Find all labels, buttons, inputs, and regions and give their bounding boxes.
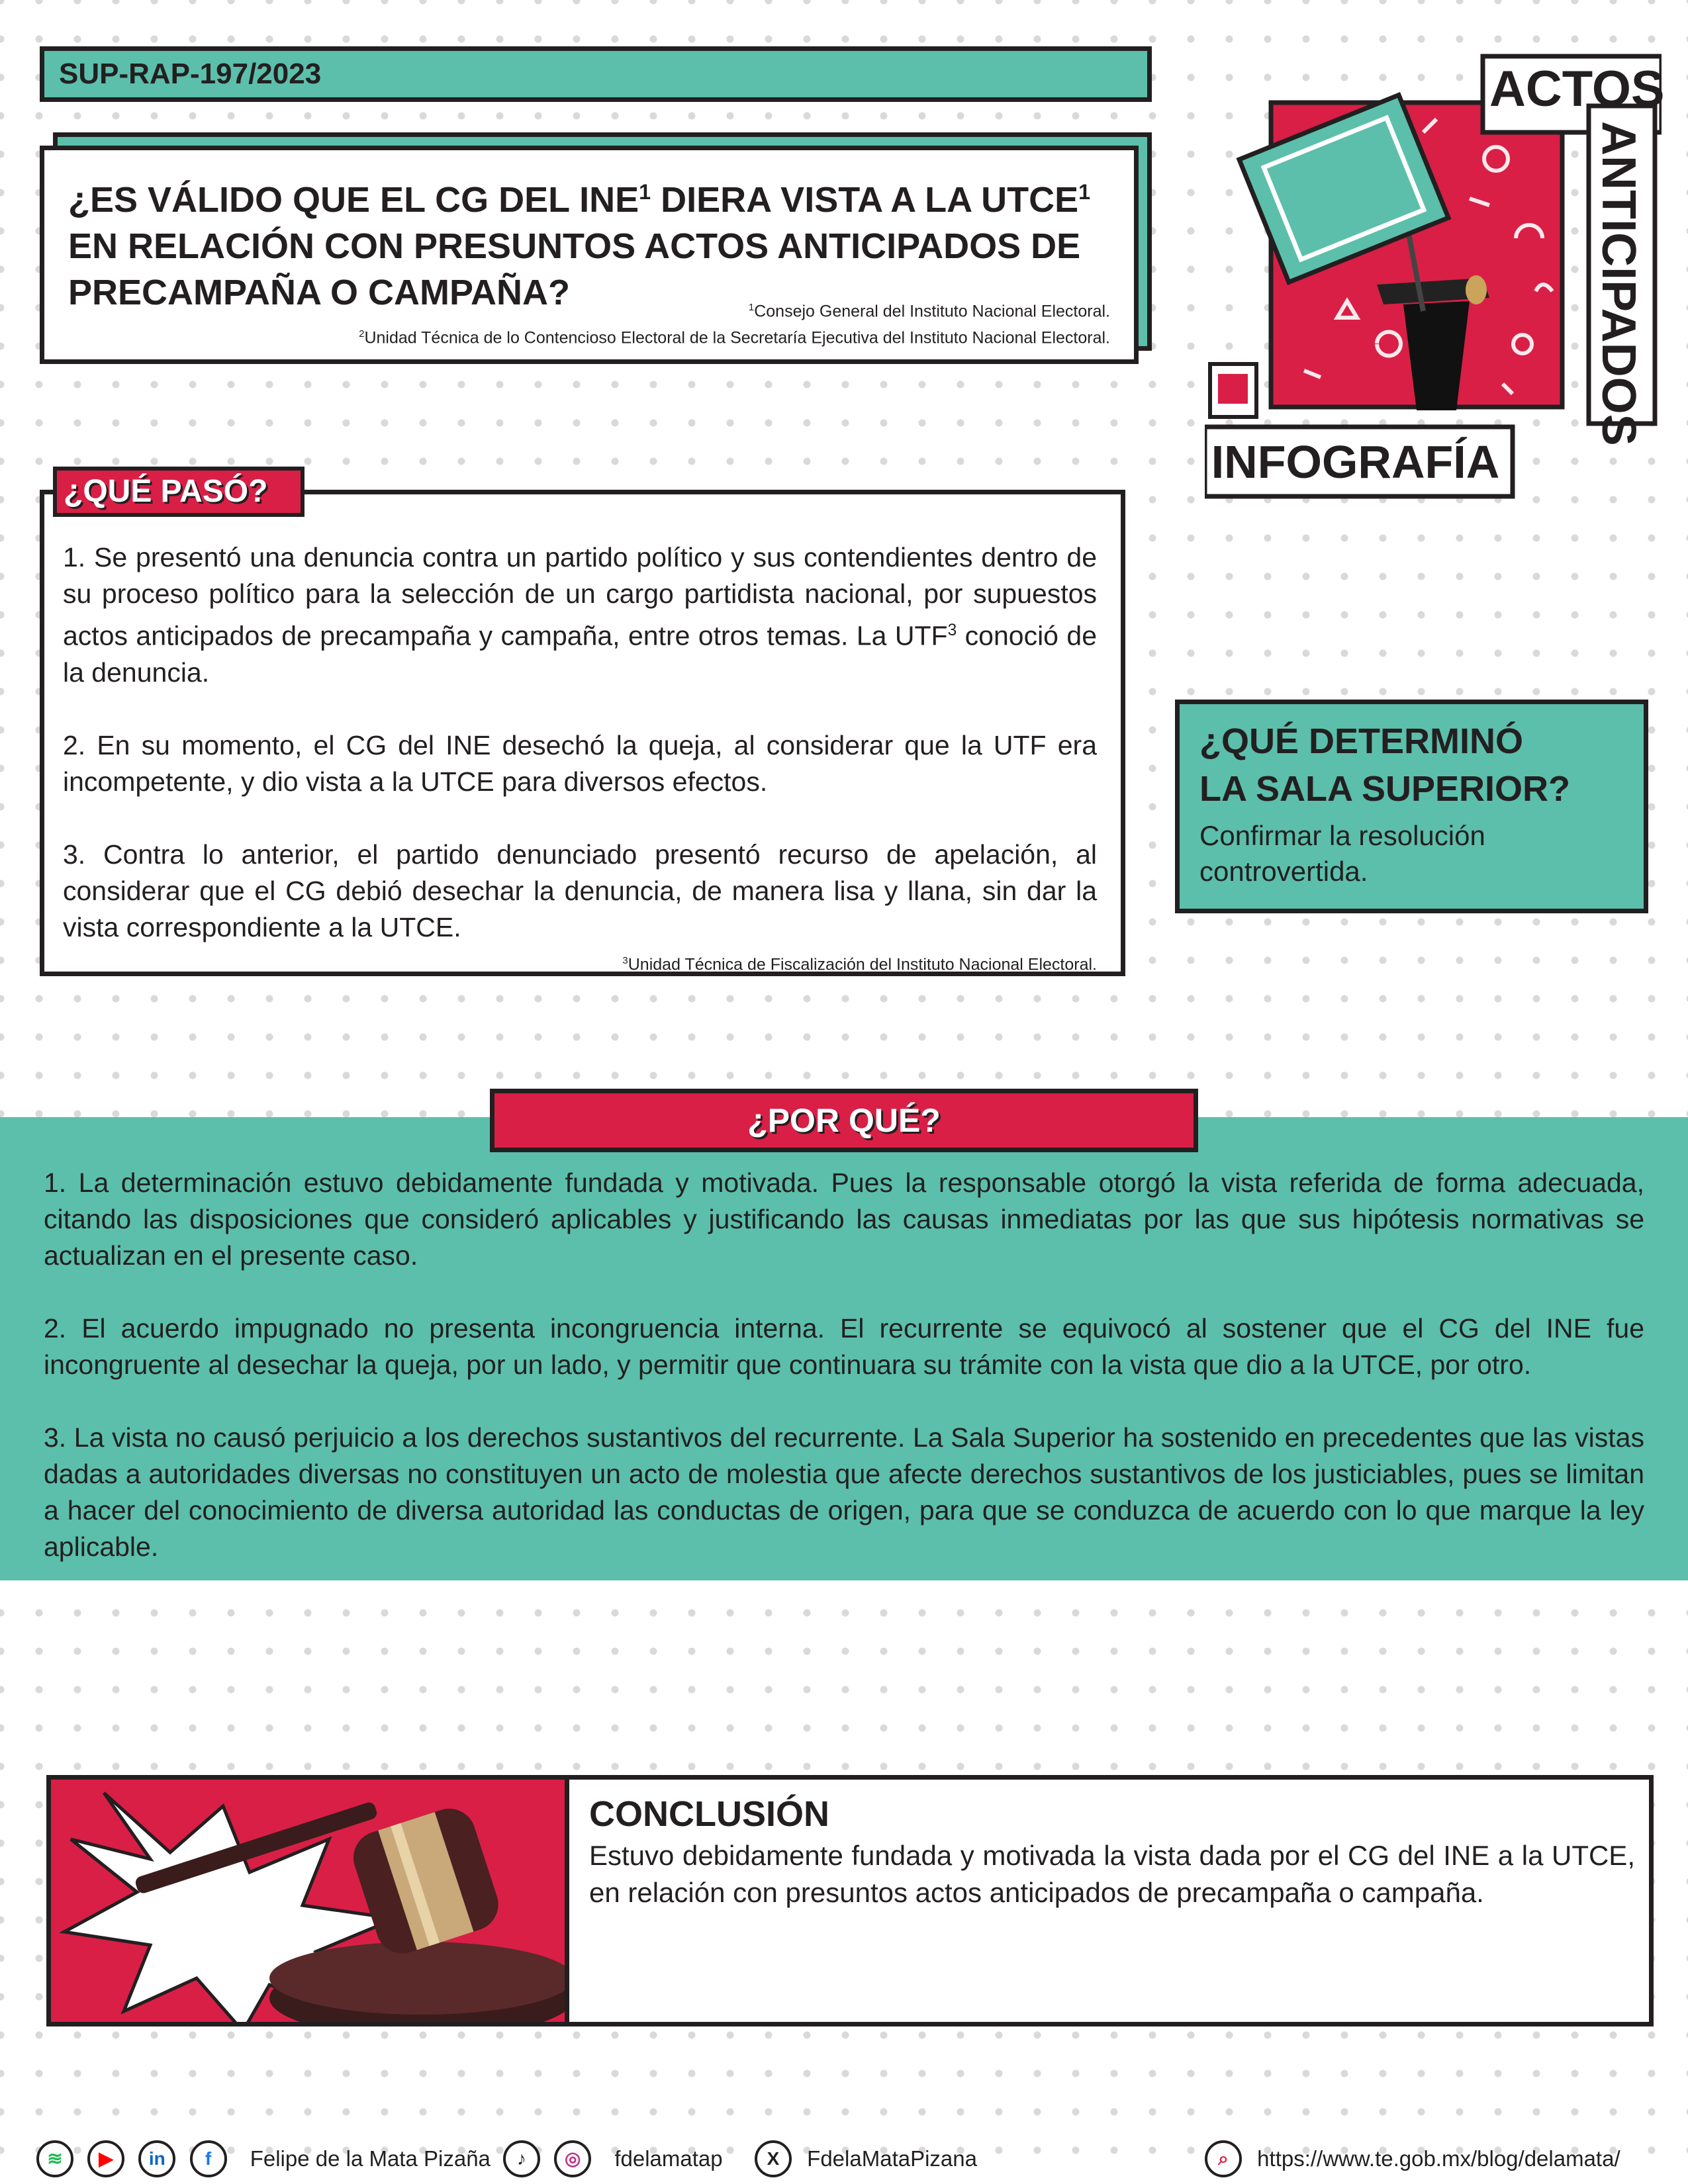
footnote-1: $^1$Consejo General del Instituto Nacional Electoral. xyxy=(748,302,1110,321)
footer-url-group xyxy=(1205,2138,1620,2184)
footer-social-group-1 xyxy=(36,2138,491,2184)
x-icon[interactable]: X xyxy=(755,2140,792,2177)
case-number-bar xyxy=(40,46,1152,102)
determino-box xyxy=(1175,700,1648,913)
footer-handle-1: fdelamatap xyxy=(614,2146,723,2171)
footer-social-group-2 xyxy=(503,2138,723,2184)
determino-text: Confirmar la resolución controvertida. xyxy=(1199,820,1485,887)
footer-name: Felipe de la Mata Pizaña xyxy=(250,2146,491,2171)
que-paso-paragraph-2: 2. En su momento, el CG del INE desechó la queja, al considerar que la UTF era incompetente, y dio vista a la UTCE para diversos efectos. xyxy=(63,729,1097,797)
footer-handle-2: FdelaMataPizana xyxy=(807,2146,977,2171)
footnote-2: $^2$Unidad Técnica de lo Contencioso Electoral de la Secretaría Ejecutiva del Instituto Nacional Electoral. xyxy=(359,328,1110,347)
question-box xyxy=(40,146,1139,364)
spotify-icon[interactable]: ≋ xyxy=(36,2140,73,2177)
conclusion-title: CONCLUSIÓN xyxy=(589,1794,829,1834)
facebook-icon[interactable]: f xyxy=(190,2140,227,2177)
conclusion-text: Estuvo debidamente fundada y motivada la vista dada por el CG del INE a la UTCE, en relación con presuntos actos anticipados de precampaña o campaña. xyxy=(589,1840,1635,1908)
gavel-illustration xyxy=(46,1775,569,2026)
por-que-text xyxy=(44,1165,1644,1565)
instagram-icon[interactable]: ◎ xyxy=(554,2140,591,2177)
que-paso-label: ¿QUÉ PASÓ? xyxy=(53,467,305,517)
question-title: ¿ES VÁLIDO QUE EL CG DEL INE$^1$ DIERA VISTA A LA UTCE$^1$ EN RELACIÓN CON PRESUNTOS ACTOS ANTICIPADOS DE PRECAMPAÑA O CAMPAÑA? xyxy=(68,180,1091,312)
case-number: SUP-RAP-197/2023 xyxy=(59,58,322,90)
que-paso-paragraph-3: 3. Contra lo anterior, el partido denunciado presentó recurso de apelación, al considerar que el CG debió desechar la denuncia, de manera lisa y llana, sin dar la vista correspondiente a la UTCE. xyxy=(63,839,1097,942)
por-que-paragraph-3: 3. La vista no causó perjuicio a los derechos sustantivos del recurrente. La Sala Superior ha sostenido en precedentes que las vistas dadas a autoridades diversas no constituyen un acto de molestia que afecte derechos sustantivos de los justiciables, pues se limitan a hacer del conocimiento de diversa autoridad las conductas de origen, para que se conduzca de acuerdo con lo que marque la ley aplicable. xyxy=(44,1422,1644,1562)
por-que-label: ¿POR QUÉ? xyxy=(490,1089,1198,1152)
logo-word-anticipados: ANTICIPADOS xyxy=(1592,121,1645,446)
footer-social-group-3 xyxy=(755,2138,977,2184)
logo-word-infografia: INFOGRAFÍA xyxy=(1211,436,1500,488)
footnote-3: $^3$Unidad Técnica de Fiscalización del Instituto Nacional Electoral. xyxy=(622,954,1097,974)
por-que-paragraph-1: 1. La determinación estuvo debidamente fundada y motivada. Pues la responsable otorgó la vista referida de forma adecuada, citando las disposiciones que consideró aplicables y justificando las causas inmediatas por las que sus hipótesis normativas se actualizan en el presente caso. xyxy=(44,1167,1644,1271)
footer-url[interactable]: https://www.te.gob.mx/blog/delamata/ xyxy=(1257,2146,1620,2171)
determino-title: ¿QUÉ DETERMINÓ LA SALA SUPERIOR? xyxy=(1199,721,1571,809)
linkedin-icon[interactable]: in xyxy=(138,2140,175,2177)
tiktok-icon[interactable]: ♪ xyxy=(503,2140,540,2177)
youtube-icon[interactable]: ▶ xyxy=(87,2140,124,2177)
por-que-paragraph-2: 2. El acuerdo impugnado no presenta incongruencia interna. El recurrente se equivocó al sostener que el CG del INE fue incongruente al desechar la queja, por un lado, y permitir que continuara su trámite con la vista que dio a la UTCE, por otro. xyxy=(44,1313,1644,1380)
actos-anticipados-logo xyxy=(1205,40,1665,503)
que-paso-paragraph-1: 1. Se presentó una denuncia contra un partido político y sus contendientes dentro de su proceso político para la selección de un cargo partidista nacional, por supuestos actos anticipados de precampaña y campaña, entre otros temas. La UTF$^3$ conoció de la denuncia. xyxy=(63,542,1097,688)
logo-word-actos: ACTOS xyxy=(1489,61,1665,117)
search-icon[interactable]: ⌕ xyxy=(1205,2140,1242,2177)
que-paso-box xyxy=(40,490,1125,976)
